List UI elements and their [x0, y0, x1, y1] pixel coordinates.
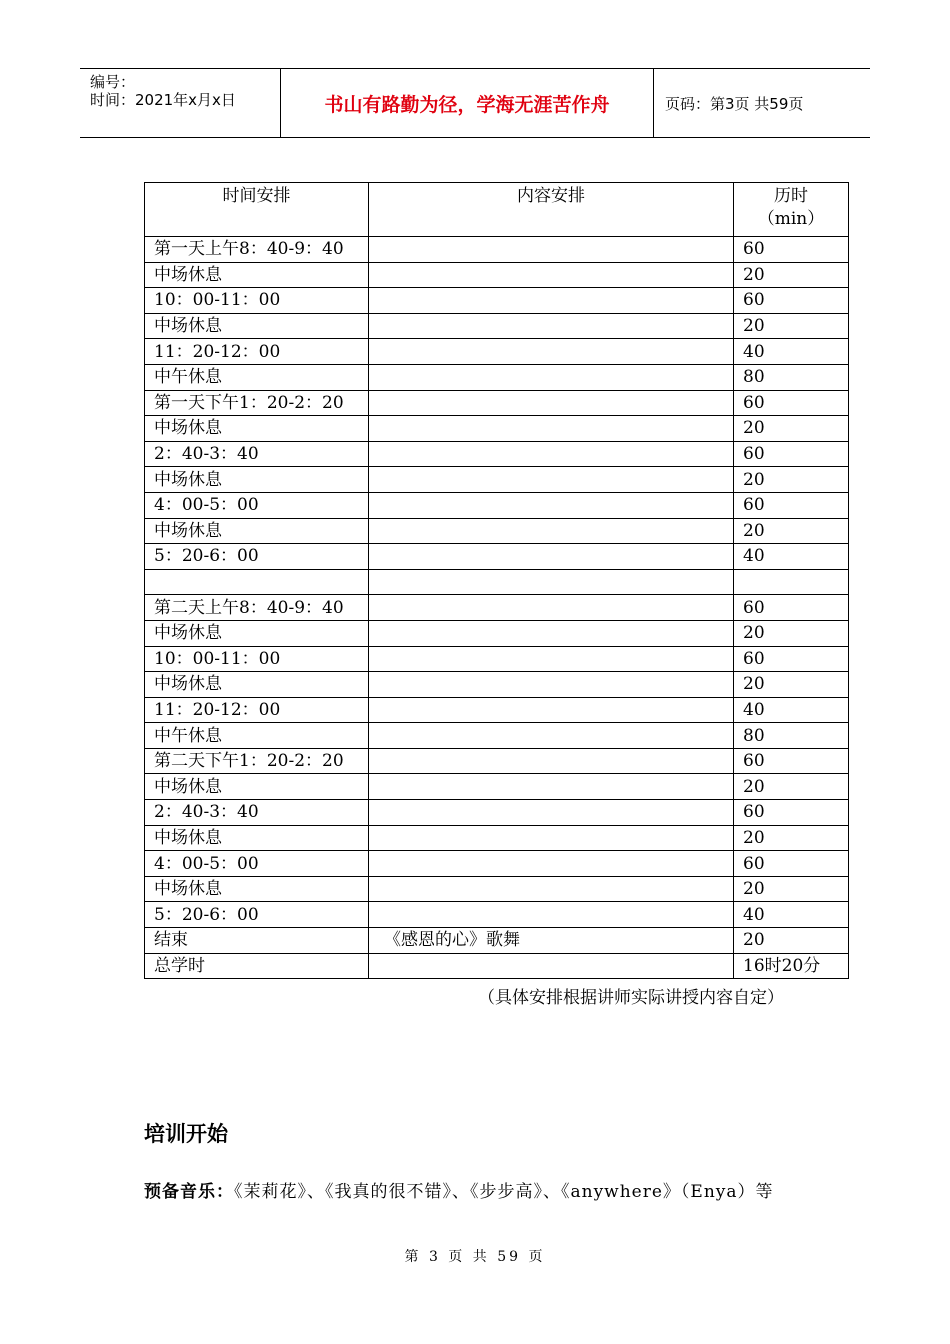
- duration-cell: 60: [734, 800, 849, 826]
- time-cell: 10：00-11：00: [145, 288, 369, 314]
- content-cell: [369, 467, 734, 493]
- doc-date-label: 时间：2021年x月x日: [90, 91, 236, 109]
- table-row: [145, 672, 849, 698]
- table-row: [145, 364, 849, 390]
- duration-cell: 20: [734, 467, 849, 493]
- doc-number-label: 编号：: [90, 73, 136, 91]
- content-cell: [369, 595, 734, 621]
- content-cell: [369, 953, 734, 979]
- content-cell: [369, 390, 734, 416]
- table-row: [145, 288, 849, 314]
- table-header-row: [145, 183, 849, 237]
- schedule-table: [144, 182, 849, 979]
- content-cell: [369, 288, 734, 314]
- content-cell: [369, 723, 734, 749]
- table-row: [145, 620, 849, 646]
- time-cell: 中场休息: [145, 518, 369, 544]
- table-row: [145, 262, 849, 288]
- duration-cell: 60: [734, 492, 849, 518]
- time-cell: 中场休息: [145, 620, 369, 646]
- table-row: [145, 569, 849, 595]
- content-cell: [369, 876, 734, 902]
- time-cell: 5：20-6：00: [145, 544, 369, 570]
- duration-cell: 40: [734, 697, 849, 723]
- table-row: [145, 800, 849, 826]
- content-cell: [369, 774, 734, 800]
- time-cell: 中场休息: [145, 262, 369, 288]
- content-cell: [369, 748, 734, 774]
- time-cell: 中场休息: [145, 876, 369, 902]
- table-row: [145, 697, 849, 723]
- table-row: [145, 825, 849, 851]
- content-cell: [369, 800, 734, 826]
- time-cell: 第二天上午8：40-9：40: [145, 595, 369, 621]
- content-cell: [369, 672, 734, 698]
- time-cell: 中场休息: [145, 416, 369, 442]
- time-cell: 中场休息: [145, 672, 369, 698]
- content-cell: [369, 620, 734, 646]
- duration-cell: 60: [734, 851, 849, 877]
- time-cell: 第一天下午1：20-2：20: [145, 390, 369, 416]
- header-content: 内容安排: [369, 183, 734, 237]
- duration-cell: 20: [734, 928, 849, 954]
- duration-cell: 60: [734, 646, 849, 672]
- content-cell: [369, 902, 734, 928]
- content-cell: [369, 416, 734, 442]
- time-cell: 4：00-5：00: [145, 492, 369, 518]
- table-row: [145, 928, 849, 954]
- header-time: 时间安排: [145, 183, 369, 237]
- content-cell: [369, 262, 734, 288]
- content-cell: [369, 492, 734, 518]
- duration-cell: 20: [734, 262, 849, 288]
- time-cell: 中午休息: [145, 364, 369, 390]
- table-row: [145, 851, 849, 877]
- music-label: 预备音乐：: [144, 1182, 234, 1202]
- table-row: [145, 544, 849, 570]
- time-cell: 4：00-5：00: [145, 851, 369, 877]
- content-cell: [369, 339, 734, 365]
- content-cell: [369, 569, 734, 595]
- time-cell: 结束: [145, 928, 369, 954]
- time-cell: 中场休息: [145, 313, 369, 339]
- duration-cell: 60: [734, 748, 849, 774]
- header-motto: 书山有路勤为径，学海无涯苦作舟: [281, 69, 654, 137]
- schedule-note: （具体安排根据讲师实际讲授内容自定）: [478, 988, 784, 1008]
- table-row: [145, 748, 849, 774]
- time-cell: 第二天下午1：20-2：20: [145, 748, 369, 774]
- duration-cell: 40: [734, 339, 849, 365]
- time-cell: 中场休息: [145, 774, 369, 800]
- content-cell: [369, 313, 734, 339]
- duration-cell: 16时20分: [734, 953, 849, 979]
- page-header: [80, 68, 870, 138]
- content-cell: [369, 697, 734, 723]
- table-row: [145, 953, 849, 979]
- time-cell: 中场休息: [145, 467, 369, 493]
- time-cell: 2：40-3：40: [145, 800, 369, 826]
- content-cell: 《感恩的心》歌舞: [369, 928, 734, 954]
- table-row: [145, 595, 849, 621]
- duration-cell: 60: [734, 595, 849, 621]
- content-cell: [369, 851, 734, 877]
- duration-cell: 20: [734, 774, 849, 800]
- content-cell: [369, 441, 734, 467]
- content-cell: [369, 544, 734, 570]
- time-cell: 11：20-12：00: [145, 339, 369, 365]
- duration-cell: [734, 569, 849, 595]
- content-cell: [369, 237, 734, 263]
- time-cell: [145, 569, 369, 595]
- content-cell: [369, 364, 734, 390]
- section-title: 培训开始: [144, 1122, 228, 1146]
- time-cell: 10：00-11：00: [145, 646, 369, 672]
- table-row: [145, 390, 849, 416]
- time-cell: 11：20-12：00: [145, 697, 369, 723]
- content-cell: [369, 646, 734, 672]
- duration-cell: 60: [734, 441, 849, 467]
- duration-cell: 80: [734, 723, 849, 749]
- duration-cell: 20: [734, 825, 849, 851]
- time-cell: 中场休息: [145, 825, 369, 851]
- table-row: [145, 646, 849, 672]
- header-duration-line2: （min）: [757, 209, 825, 229]
- table-row: [145, 441, 849, 467]
- duration-cell: 20: [734, 518, 849, 544]
- time-cell: 5：20-6：00: [145, 902, 369, 928]
- duration-cell: 40: [734, 544, 849, 570]
- table-row: [145, 902, 849, 928]
- time-cell: 第一天上午8：40-9：40: [145, 237, 369, 263]
- duration-cell: 20: [734, 620, 849, 646]
- duration-cell: 60: [734, 288, 849, 314]
- table-row: [145, 518, 849, 544]
- duration-cell: 60: [734, 237, 849, 263]
- time-cell: 2：40-3：40: [145, 441, 369, 467]
- table-row: [145, 876, 849, 902]
- duration-cell: 20: [734, 313, 849, 339]
- table-row: [145, 492, 849, 518]
- music-list: 《茉莉花》、《我真的很不错》、《步步高》、《anywhere》（Enya）等: [234, 1182, 774, 1202]
- table-row: [145, 339, 849, 365]
- duration-cell: 40: [734, 902, 849, 928]
- table-row: [145, 237, 849, 263]
- header-meta: [80, 69, 281, 137]
- table-row: [145, 723, 849, 749]
- time-cell: 总学时: [145, 953, 369, 979]
- header-duration-line1: 历时: [774, 186, 808, 206]
- duration-cell: 20: [734, 416, 849, 442]
- duration-cell: 60: [734, 390, 849, 416]
- header-page-info: 页码：第3页 共59页: [665, 95, 804, 113]
- music-paragraph: [144, 1180, 824, 1205]
- content-cell: [369, 518, 734, 544]
- duration-cell: 20: [734, 876, 849, 902]
- content-cell: [369, 825, 734, 851]
- header-duration: [734, 183, 849, 237]
- duration-cell: 80: [734, 364, 849, 390]
- table-row: [145, 313, 849, 339]
- duration-cell: 20: [734, 672, 849, 698]
- table-row: [145, 416, 849, 442]
- table-row: [145, 774, 849, 800]
- page-footer: 第 3 页 共 59 页: [404, 1249, 546, 1265]
- time-cell: 中午休息: [145, 723, 369, 749]
- table-row: [145, 467, 849, 493]
